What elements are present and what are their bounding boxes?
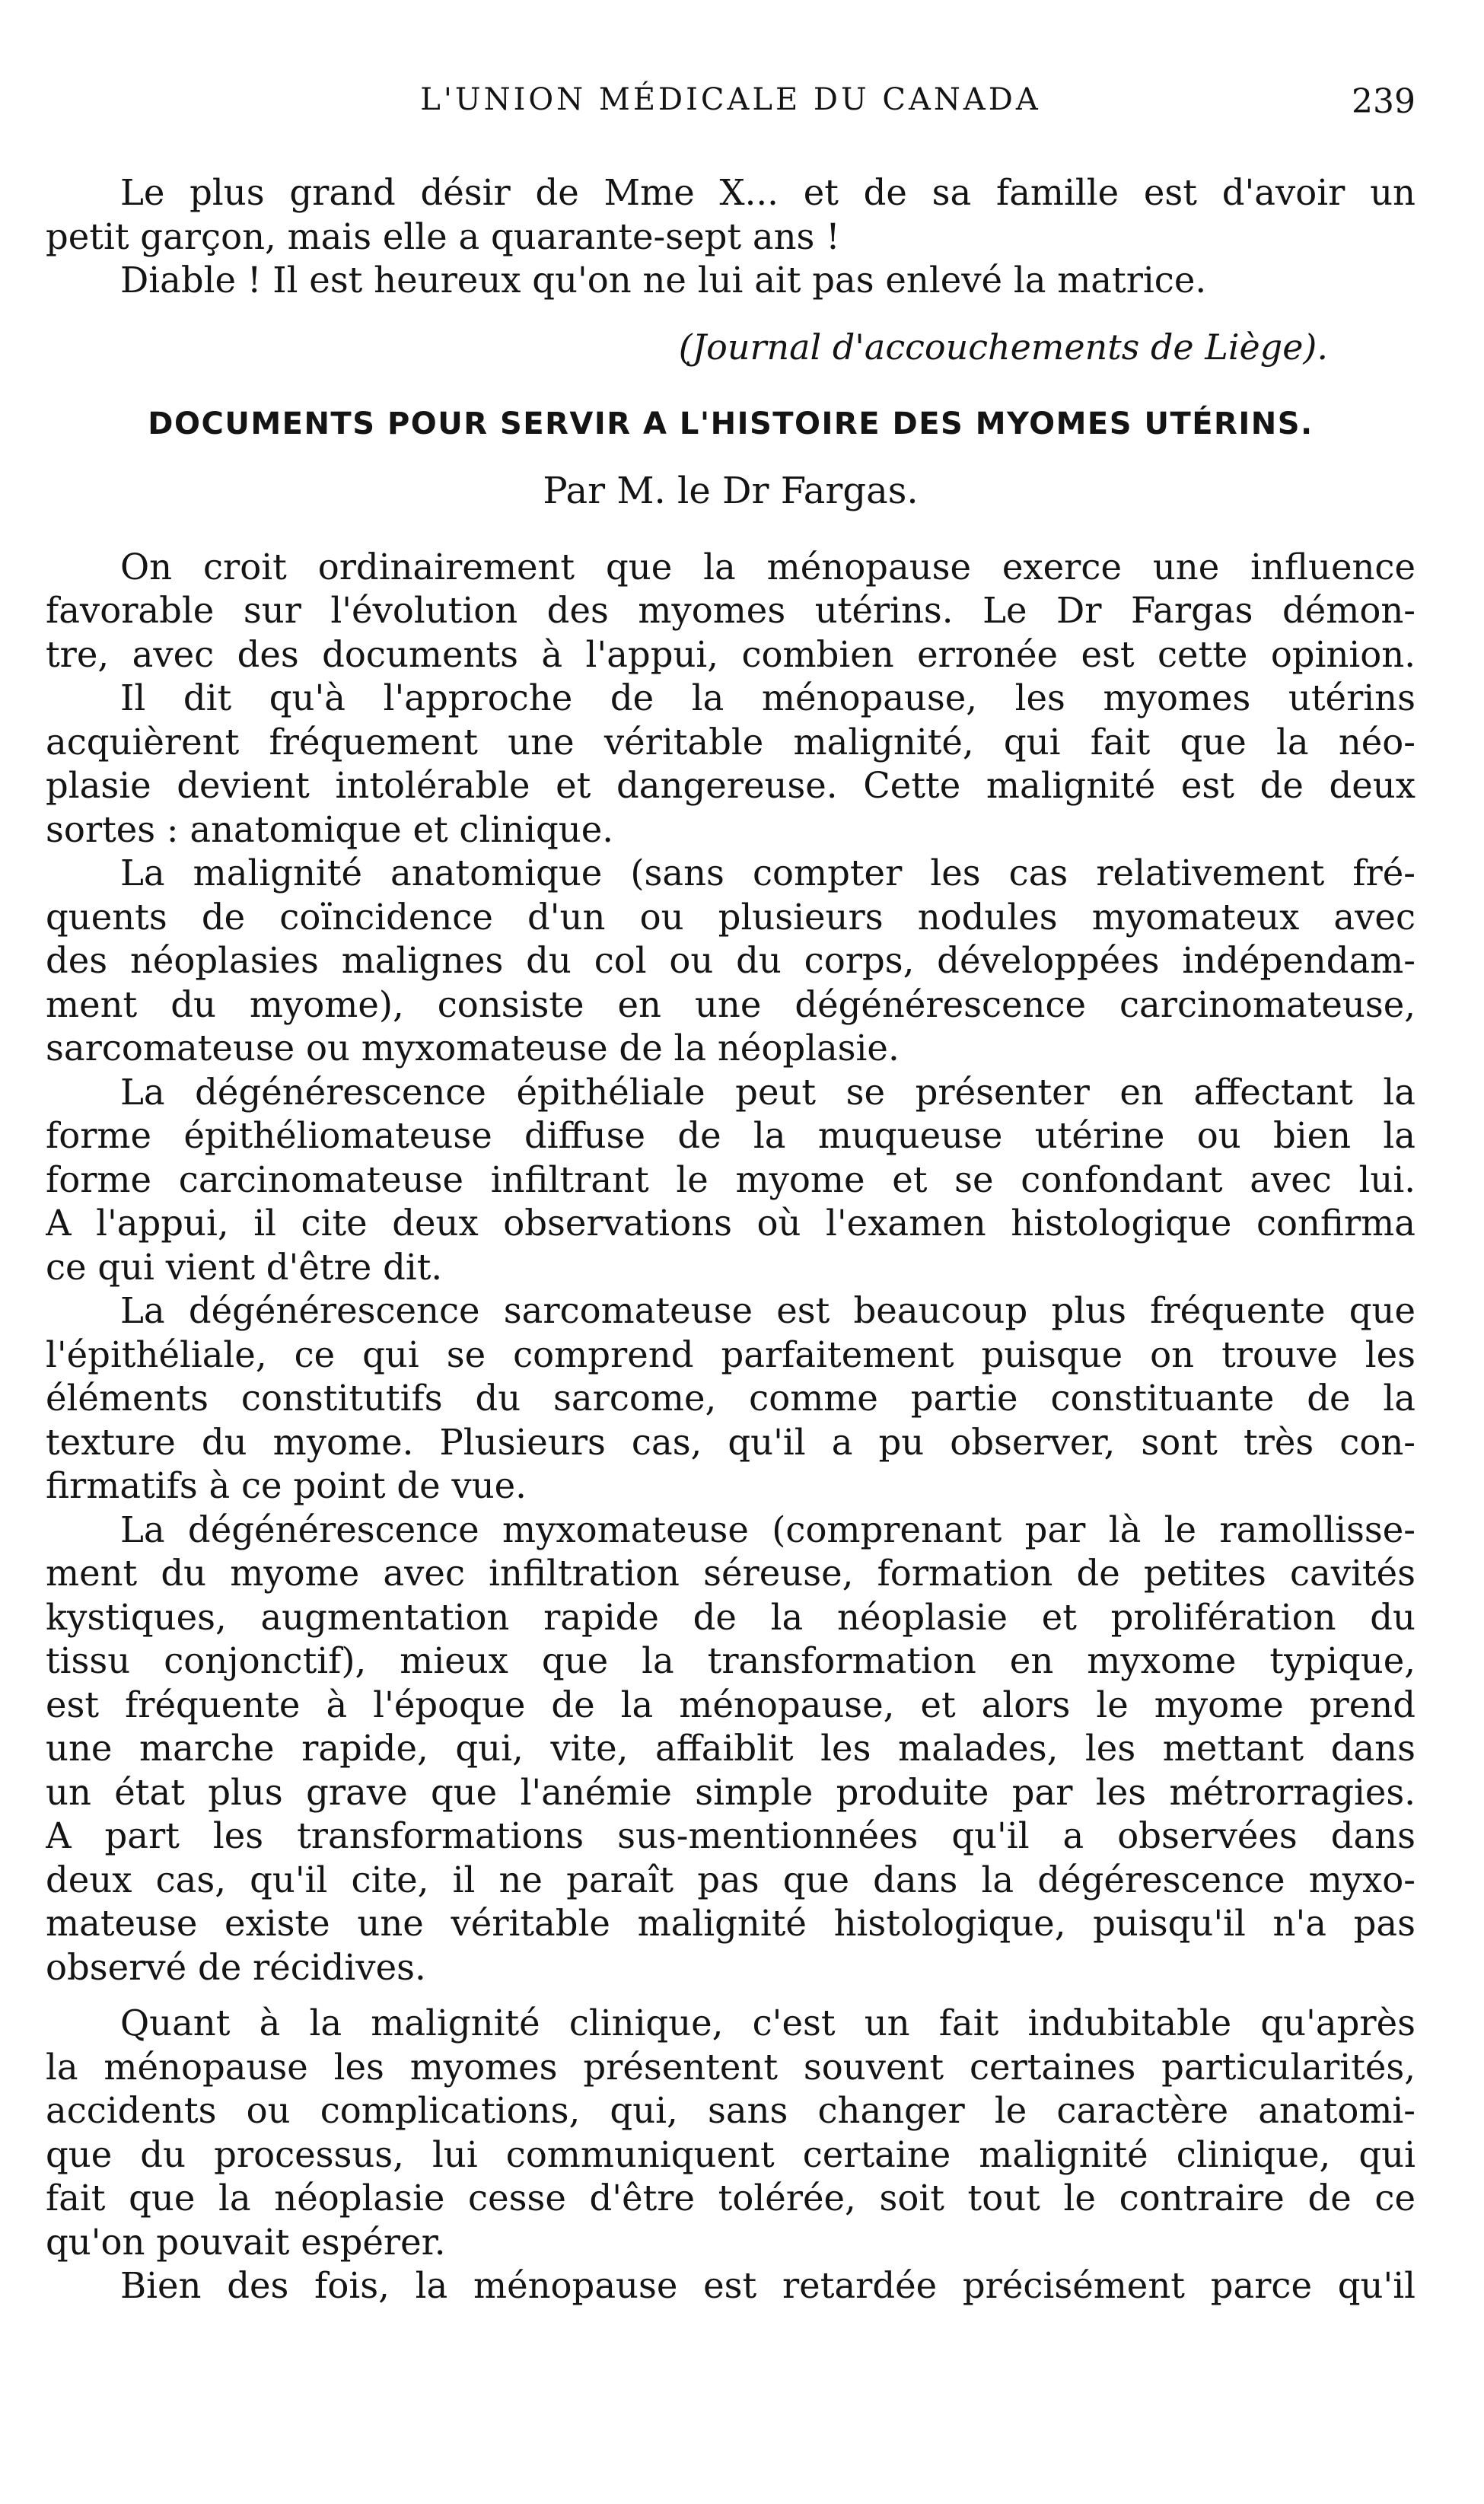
paragraph-line: ce qui vient d'être dit. [46, 1246, 443, 1288]
paragraph-line: est fréquente à l'époque de la ménopause, et alors le myome prend [46, 1684, 1416, 1725]
paragraph-line: ment du myome avec infiltration séreuse, formation de petites cavités [46, 1553, 1416, 1594]
paragraph-line: fait que la néoplasie cesse d'être tolérée, soit tout le contraire de ce [46, 2177, 1416, 2219]
paragraph-line: mateuse existe une véritable malignité histologique, puisqu'il n'a pas [46, 1903, 1416, 1944]
article-title: DOCUMENTS POUR SERVIR A L'HISTOIRE DES MYOMES UTÉRINS. [148, 406, 1314, 441]
paragraph-line: éléments constitutifs du sarcome, comme partie constituante de la [46, 1378, 1416, 1419]
paragraph-line: forme épithéliomateuse diffuse de la muqueuse utérine ou bien la [46, 1115, 1416, 1156]
paragraph [46, 2264, 1416, 2308]
paragraph-line: Il dit qu'à l'approche de la ménopause, les myomes utérins [120, 677, 1416, 718]
article-body [46, 546, 1416, 2308]
page-header [46, 82, 1416, 128]
paragraph-line: plasie devient intolérable et dangereuse. Cette malignité est de deux [46, 765, 1416, 806]
paragraph-line: Quant à la malignité clinique, c'est un fait indubitable qu'après [120, 2002, 1416, 2044]
anecdote-block [46, 171, 1416, 369]
anecdote-line: Diable ! Il est heureux qu'on ne lui ait pas enlevé la matrice. [120, 260, 1207, 301]
page-number: 239 [1352, 82, 1416, 121]
paragraph [46, 677, 1416, 852]
paragraph-line: quents de coïncidence d'un ou plusieurs nodules myomateux avec [46, 896, 1416, 938]
paragraph-line: que du processus, lui communiquent certaine malignité clinique, qui [46, 2133, 1416, 2175]
anecdote-line: Le plus grand désir de Mme X... et de sa famille est d'avoir un [120, 172, 1416, 213]
paragraph-line: favorable sur l'évolution des myomes utérins. Le Dr Fargas démon- [46, 590, 1416, 631]
paragraph-line: La dégénérescence épithéliale peut se présenter en affectant la [120, 1071, 1416, 1113]
paragraph-line: accidents ou complications, qui, sans changer le caractère anatomi- [46, 2090, 1416, 2131]
source-citation: (Journal d'accouchements de Liège). [678, 326, 1328, 368]
paragraph-line: l'épithéliale, ce qui se comprend parfaitement puisque on trouve les [46, 1333, 1416, 1375]
paragraph-line: La dégénérescence myxomateuse (comprenant par là le ramollisse- [120, 1508, 1416, 1550]
paragraph-line: La malignité anatomique (sans compter les cas relativement fré- [120, 852, 1416, 894]
anecdote-line: petit garçon, mais elle a quarante-sept ans ! [46, 215, 840, 257]
paragraph-line: deux cas, qu'il cite, il ne paraît pas que dans la dégérescence myxo- [46, 1859, 1416, 1900]
paragraph-line: des néoplasies malignes du col ou du corps, développées indépendam- [46, 940, 1416, 981]
paragraph-line: La dégénérescence sarcomateuse est beaucoup plus fréquente que [120, 1290, 1416, 1331]
paragraph-line: texture du myome. Plusieurs cas, qu'il a pu observer, sont très con- [46, 1421, 1416, 1463]
paragraph-line: la ménopause les myomes présentent souvent certaines particularités, [46, 2046, 1416, 2088]
paragraph-line: observé de récidives. [46, 1946, 426, 1988]
paragraph-line: un état plus grave que l'anémie simple produite par les métrorragies. [46, 1771, 1416, 1813]
paragraph-line: sarcomateuse ou myxomateuse de la néoplasie. [46, 1027, 900, 1069]
paragraph-line: forme carcinomateuse infiltrant le myome et se confondant avec lui. [46, 1158, 1416, 1200]
paragraph-line: tre, avec des documents à l'appui, combien erronée est cette opinion. [46, 633, 1416, 675]
paragraph [46, 1508, 1416, 1990]
article-byline: Par M. le Dr Fargas. [543, 470, 919, 512]
paragraph [46, 1289, 1416, 1508]
paragraph-line: A l'appui, il cite deux observations où l'examen histologique confirma [46, 1203, 1416, 1244]
paragraph-line: A part les transformations sus-mentionnées qu'il a observées dans [46, 1815, 1416, 1856]
paragraph-line: On croit ordinairement que la ménopause exerce une influence [120, 546, 1416, 588]
paragraph [46, 2002, 1416, 2264]
paragraph [46, 1071, 1416, 1290]
paragraph-line: acquièrent fréquement une véritable malignité, qui fait que la néo- [46, 721, 1416, 763]
paragraph-line: kystiques, augmentation rapide de la néoplasie et prolifération du [46, 1596, 1416, 1638]
paragraph-line: qu'on pouvait espérer. [46, 2221, 446, 2263]
paragraph-line: une marche rapide, qui, vite, affaiblit les malades, les mettant dans [46, 1728, 1416, 1769]
running-head: L'UNION MÉDICALE DU CANADA [420, 82, 1041, 117]
paragraph [46, 852, 1416, 1071]
paragraph-line: firmatifs à ce point de vue. [46, 1465, 527, 1506]
paragraph-line: Bien des fois, la ménopause est retardée précisément parce qu'il [120, 2265, 1416, 2306]
page-body [46, 171, 1416, 2308]
paragraph [46, 546, 1416, 677]
paragraph-line: tissu conjonctif), mieux que la transformation en myxome typique, [46, 1640, 1416, 1681]
paragraph-line: sortes : anatomique et clinique. [46, 808, 614, 850]
paragraph-line: ment du myome), consiste en une dégénérescence carcinomateuse, [46, 983, 1416, 1025]
